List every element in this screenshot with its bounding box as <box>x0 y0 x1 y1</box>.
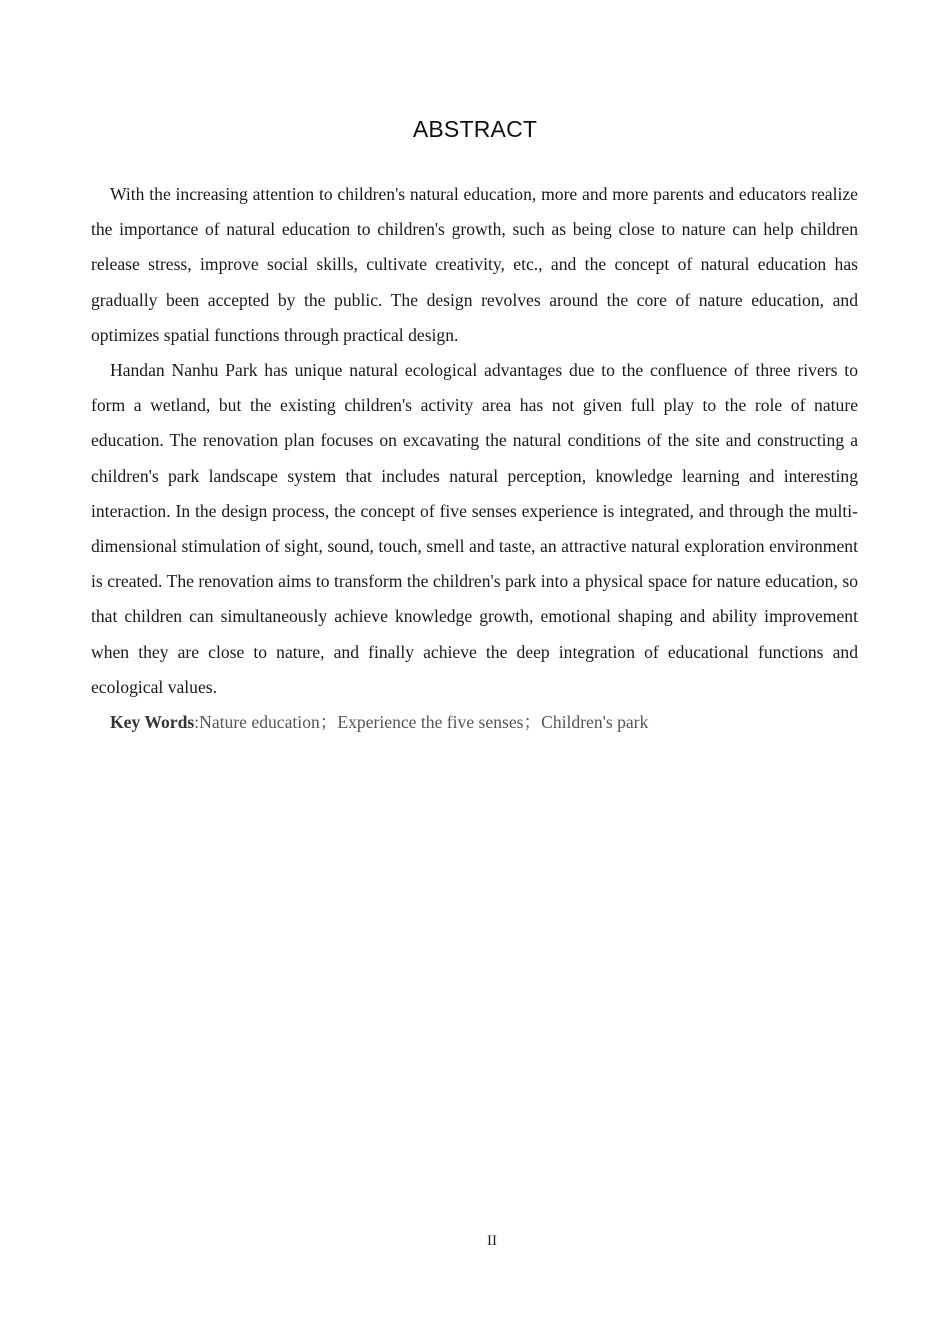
keywords-line <box>91 705 858 740</box>
abstract-title: ABSTRACT <box>412 116 538 142</box>
page-number: II <box>487 1233 497 1249</box>
keywords-label: Key Words <box>110 712 195 733</box>
keywords-value: Nature education；Experience the five senses；Children's park <box>199 712 649 733</box>
keywords-separator: : <box>194 712 200 733</box>
abstract-body <box>91 177 858 740</box>
abstract-paragraph-1: With the increasing attention to children's natural education, more and more parents and educators realize the importance of natural education to children's growth, such as being close to nature can help children release stress, improve social skills, cultivate creativity, etc., and the concept of natural education has gradually been accepted by the public. The design revolves around the core of nature education, and optimizes spatial functions through practical design. <box>91 184 858 345</box>
abstract-paragraph-2: Handan Nanhu Park has unique natural ecological advantages due to the confluence of three rivers to form a wetland, but the existing children's activity area has not given full play to the role of nature education. The renovation plan focuses on excavating the natural conditions of the site and constructing a children's park landscape system that includes natural perception, knowledge learning and interesting interaction. In the design process, the concept of five senses experience is integrated, and through the multi-dimensional stimulation of sight, sound, touch, smell and taste, an attractive natural exploration environment is created. The renovation aims to transform the children's park into a physical space for nature education, so that children can simultaneously achieve knowledge growth, emotional shaping and ability improvement when they are close to nature, and finally achieve the deep integration of educational functions and ecological values. <box>91 360 858 697</box>
